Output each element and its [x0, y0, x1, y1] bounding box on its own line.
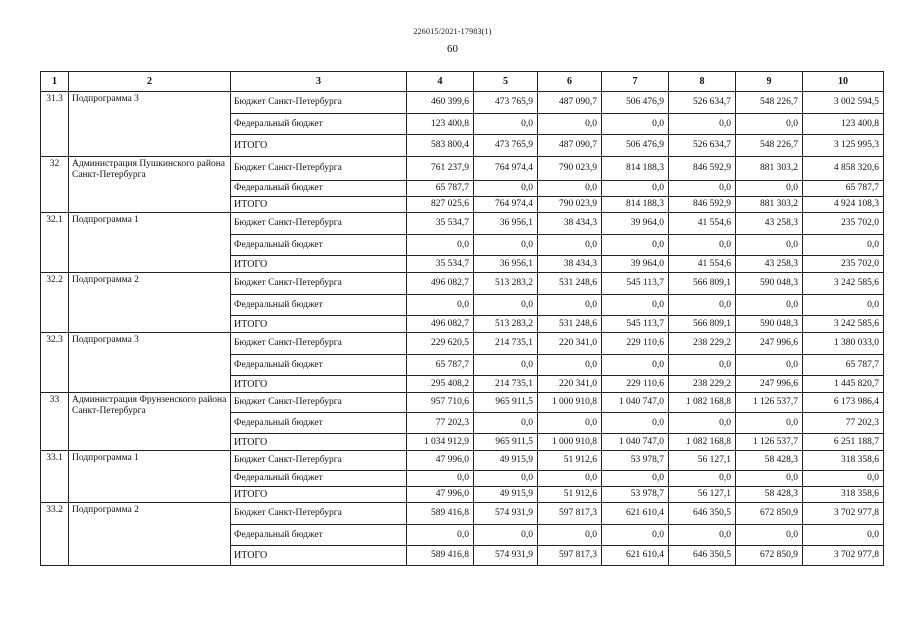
value-cell: 957 710,6	[407, 393, 474, 413]
value-cell: 761 237,9	[407, 157, 474, 181]
value-cell: 39 964,0	[602, 256, 669, 273]
value-cell: 0,0	[407, 295, 474, 316]
value-cell: 238 229,2	[669, 376, 736, 393]
row-name: Подпрограмма 2	[69, 503, 231, 566]
value-cell: 0,0	[474, 413, 538, 434]
value-cell: 1 445 820,7	[803, 376, 884, 393]
value-cell: 764 974,4	[474, 157, 538, 181]
value-cell: 0,0	[803, 235, 884, 256]
value-cell: 0,0	[602, 413, 669, 434]
value-cell: 566 809,1	[669, 316, 736, 333]
value-cell: 0,0	[602, 235, 669, 256]
value-cell: 531 248,6	[538, 316, 602, 333]
table-row	[41, 157, 884, 181]
value-cell: 58 428,3	[736, 487, 803, 503]
value-cell: 0,0	[602, 181, 669, 197]
value-cell: 4 858 320,6	[803, 157, 884, 181]
row-code: 32.3	[41, 333, 69, 393]
row-name: Подпрограмма 2	[69, 273, 231, 333]
value-cell: 965 911,5	[474, 434, 538, 451]
value-cell: 0,0	[803, 471, 884, 487]
value-cell: 487 090,7	[538, 92, 602, 114]
funding-source: Бюджет Санкт-Петербурга	[231, 393, 407, 413]
value-cell: 51 912,6	[538, 451, 602, 471]
value-cell: 473 765,9	[474, 92, 538, 114]
funding-source: Федеральный бюджет	[231, 114, 407, 135]
value-cell: 77 202,3	[803, 413, 884, 434]
budget-table	[40, 71, 884, 566]
funding-source: Бюджет Санкт-Петербурга	[231, 451, 407, 471]
value-cell: 53 978,7	[602, 451, 669, 471]
funding-source: Федеральный бюджет	[231, 181, 407, 197]
value-cell: 295 408,2	[407, 376, 474, 393]
value-cell: 0,0	[803, 295, 884, 316]
value-cell: 597 817,3	[538, 503, 602, 525]
row-name: Администрация Фрунзенского района Санкт-Петербурга	[69, 393, 231, 451]
value-cell: 646 350,5	[669, 503, 736, 525]
value-cell: 0,0	[602, 525, 669, 546]
row-code: 32.1	[41, 213, 69, 273]
value-cell: 672 850,9	[736, 546, 803, 566]
column-header: 9	[736, 72, 803, 92]
value-cell: 1 380 033,0	[803, 333, 884, 355]
value-cell: 41 554,6	[669, 256, 736, 273]
value-cell: 220 341,0	[538, 333, 602, 355]
column-header: 8	[669, 72, 736, 92]
value-cell: 1 126 537,7	[736, 393, 803, 413]
value-cell: 0,0	[669, 355, 736, 376]
value-cell: 545 113,7	[602, 273, 669, 295]
value-cell: 3 002 594,5	[803, 92, 884, 114]
value-cell: 496 082,7	[407, 273, 474, 295]
value-cell: 38 434,3	[538, 213, 602, 235]
value-cell: 1 126 537,7	[736, 434, 803, 451]
value-cell: 220 341,0	[538, 376, 602, 393]
value-cell: 0,0	[669, 181, 736, 197]
column-header: 10	[803, 72, 884, 92]
value-cell: 39 964,0	[602, 213, 669, 235]
value-cell: 827 025,6	[407, 197, 474, 213]
value-cell: 574 931,9	[474, 546, 538, 566]
value-cell: 1 000 910,8	[538, 393, 602, 413]
value-cell: 646 350,5	[669, 546, 736, 566]
value-cell: 229 110,6	[602, 333, 669, 355]
value-cell: 6 251 188,7	[803, 434, 884, 451]
document-id: 226015/2021-17983(1)	[413, 27, 492, 36]
value-cell: 1 040 747,0	[602, 393, 669, 413]
value-cell: 790 023,9	[538, 197, 602, 213]
value-cell: 548 226,7	[736, 92, 803, 114]
value-cell: 3 125 995,3	[803, 135, 884, 157]
value-cell: 77 202,3	[407, 413, 474, 434]
funding-source: Федеральный бюджет	[231, 235, 407, 256]
value-cell: 0,0	[736, 525, 803, 546]
value-cell: 1 082 168,8	[669, 393, 736, 413]
value-cell: 621 610,4	[602, 546, 669, 566]
funding-source: Бюджет Санкт-Петербурга	[231, 157, 407, 181]
value-cell: 566 809,1	[669, 273, 736, 295]
value-cell: 846 592,9	[669, 197, 736, 213]
row-code: 33.1	[41, 451, 69, 503]
value-cell: 3 702 977,8	[803, 546, 884, 566]
table-row	[41, 92, 884, 114]
value-cell: 56 127,1	[669, 451, 736, 471]
row-code: 33.2	[41, 503, 69, 566]
value-cell: 1 082 168,8	[669, 434, 736, 451]
funding-source: Федеральный бюджет	[231, 355, 407, 376]
value-cell: 0,0	[602, 471, 669, 487]
value-cell: 790 023,9	[538, 157, 602, 181]
value-cell: 0,0	[669, 413, 736, 434]
value-cell: 0,0	[538, 525, 602, 546]
value-cell: 0,0	[736, 235, 803, 256]
value-cell: 0,0	[538, 295, 602, 316]
funding-source: Бюджет Санкт-Петербурга	[231, 213, 407, 235]
value-cell: 35 534,7	[407, 256, 474, 273]
value-cell: 545 113,7	[602, 316, 669, 333]
value-cell: 0,0	[736, 413, 803, 434]
value-cell: 0,0	[538, 471, 602, 487]
column-header: 1	[41, 72, 69, 92]
value-cell: 496 082,7	[407, 316, 474, 333]
value-cell: 0,0	[538, 355, 602, 376]
value-cell: 526 634,7	[669, 135, 736, 157]
value-cell: 41 554,6	[669, 213, 736, 235]
value-cell: 0,0	[407, 235, 474, 256]
row-code: 32.2	[41, 273, 69, 333]
value-cell: 1 034 912,9	[407, 434, 474, 451]
value-cell: 583 800,4	[407, 135, 474, 157]
value-cell: 65 787,7	[803, 355, 884, 376]
value-cell: 4 924 108,3	[803, 197, 884, 213]
value-cell: 589 416,8	[407, 503, 474, 525]
table-row	[41, 333, 884, 355]
column-header: 3	[231, 72, 407, 92]
funding-source: ИТОГО	[231, 546, 407, 566]
value-cell: 531 248,6	[538, 273, 602, 295]
value-cell: 0,0	[538, 114, 602, 135]
column-header: 5	[474, 72, 538, 92]
row-code: 31.3	[41, 92, 69, 157]
value-cell: 965 911,5	[474, 393, 538, 413]
value-cell: 0,0	[538, 181, 602, 197]
value-cell: 36 956,1	[474, 213, 538, 235]
value-cell: 0,0	[474, 235, 538, 256]
value-cell: 51 912,6	[538, 487, 602, 503]
value-cell: 590 048,3	[736, 273, 803, 295]
value-cell: 53 978,7	[602, 487, 669, 503]
value-cell: 43 258,3	[736, 256, 803, 273]
value-cell: 235 702,0	[803, 213, 884, 235]
funding-source: Бюджет Санкт-Петербурга	[231, 333, 407, 355]
value-cell: 229 110,6	[602, 376, 669, 393]
value-cell: 0,0	[474, 471, 538, 487]
header-row	[41, 72, 884, 92]
value-cell: 65 787,7	[803, 181, 884, 197]
value-cell: 0,0	[474, 525, 538, 546]
value-cell: 589 416,8	[407, 546, 474, 566]
value-cell: 47 996,0	[407, 451, 474, 471]
funding-source: Бюджет Санкт-Петербурга	[231, 92, 407, 114]
value-cell: 881 303,2	[736, 197, 803, 213]
funding-source: Федеральный бюджет	[231, 295, 407, 316]
value-cell: 621 610,4	[602, 503, 669, 525]
value-cell: 49 915,9	[474, 451, 538, 471]
value-cell: 0,0	[736, 114, 803, 135]
value-cell: 0,0	[538, 413, 602, 434]
value-cell: 56 127,1	[669, 487, 736, 503]
page-number: 60	[447, 43, 458, 55]
row-name: Подпрограмма 3	[69, 333, 231, 393]
value-cell: 0,0	[474, 355, 538, 376]
column-header: 6	[538, 72, 602, 92]
table-row	[41, 393, 884, 413]
value-cell: 0,0	[602, 114, 669, 135]
row-name: Подпрограмма 1	[69, 213, 231, 273]
funding-source: ИТОГО	[231, 256, 407, 273]
value-cell: 36 956,1	[474, 256, 538, 273]
value-cell: 238 229,2	[669, 333, 736, 355]
funding-source: Федеральный бюджет	[231, 471, 407, 487]
funding-source: Федеральный бюджет	[231, 413, 407, 434]
value-cell: 487 090,7	[538, 135, 602, 157]
funding-source: Бюджет Санкт-Петербурга	[231, 503, 407, 525]
table-row	[41, 451, 884, 471]
value-cell: 0,0	[669, 295, 736, 316]
column-header: 4	[407, 72, 474, 92]
value-cell: 235 702,0	[803, 256, 884, 273]
value-cell: 672 850,9	[736, 503, 803, 525]
value-cell: 0,0	[407, 471, 474, 487]
value-cell: 0,0	[474, 181, 538, 197]
value-cell: 1 000 910,8	[538, 434, 602, 451]
value-cell: 846 592,9	[669, 157, 736, 181]
value-cell: 0,0	[736, 295, 803, 316]
value-cell: 0,0	[602, 355, 669, 376]
funding-source: ИТОГО	[231, 376, 407, 393]
column-header: 7	[602, 72, 669, 92]
funding-source: Федеральный бюджет	[231, 525, 407, 546]
value-cell: 473 765,9	[474, 135, 538, 157]
value-cell: 0,0	[669, 471, 736, 487]
funding-source: ИТОГО	[231, 434, 407, 451]
funding-source: ИТОГО	[231, 487, 407, 503]
value-cell: 814 188,3	[602, 157, 669, 181]
value-cell: 0,0	[803, 525, 884, 546]
value-cell: 49 915,9	[474, 487, 538, 503]
value-cell: 574 931,9	[474, 503, 538, 525]
value-cell: 548 226,7	[736, 135, 803, 157]
value-cell: 247 996,6	[736, 376, 803, 393]
value-cell: 0,0	[407, 525, 474, 546]
value-cell: 597 817,3	[538, 546, 602, 566]
value-cell: 35 534,7	[407, 213, 474, 235]
value-cell: 123 400,8	[803, 114, 884, 135]
value-cell: 0,0	[669, 525, 736, 546]
value-cell: 318 358,6	[803, 451, 884, 471]
value-cell: 881 303,2	[736, 157, 803, 181]
value-cell: 318 358,6	[803, 487, 884, 503]
value-cell: 38 434,3	[538, 256, 602, 273]
value-cell: 0,0	[474, 295, 538, 316]
value-cell: 3 702 977,8	[803, 503, 884, 525]
value-cell: 0,0	[669, 235, 736, 256]
row-name: Подпрограмма 3	[69, 92, 231, 157]
value-cell: 123 400,8	[407, 114, 474, 135]
funding-source: ИТОГО	[231, 197, 407, 213]
funding-source: Бюджет Санкт-Петербурга	[231, 273, 407, 295]
row-name: Подпрограмма 1	[69, 451, 231, 503]
value-cell: 229 620,5	[407, 333, 474, 355]
value-cell: 43 258,3	[736, 213, 803, 235]
value-cell: 0,0	[736, 471, 803, 487]
value-cell: 513 283,2	[474, 316, 538, 333]
value-cell: 590 048,3	[736, 316, 803, 333]
table-row	[41, 273, 884, 295]
column-header: 2	[69, 72, 231, 92]
value-cell: 6 173 986,4	[803, 393, 884, 413]
value-cell: 506 476,9	[602, 135, 669, 157]
value-cell: 3 242 585,6	[803, 316, 884, 333]
value-cell: 0,0	[602, 295, 669, 316]
value-cell: 1 040 747,0	[602, 434, 669, 451]
value-cell: 65 787,7	[407, 355, 474, 376]
row-code: 32	[41, 157, 69, 213]
row-code: 33	[41, 393, 69, 451]
value-cell: 0,0	[736, 181, 803, 197]
value-cell: 214 735,1	[474, 376, 538, 393]
value-cell: 58 428,3	[736, 451, 803, 471]
value-cell: 47 996,0	[407, 487, 474, 503]
value-cell: 0,0	[736, 355, 803, 376]
value-cell: 0,0	[474, 114, 538, 135]
funding-source: ИТОГО	[231, 316, 407, 333]
value-cell: 65 787,7	[407, 181, 474, 197]
value-cell: 526 634,7	[669, 92, 736, 114]
funding-source: ИТОГО	[231, 135, 407, 157]
value-cell: 0,0	[669, 114, 736, 135]
value-cell: 814 188,3	[602, 197, 669, 213]
value-cell: 0,0	[538, 235, 602, 256]
value-cell: 460 399,6	[407, 92, 474, 114]
value-cell: 506 476,9	[602, 92, 669, 114]
value-cell: 764 974,4	[474, 197, 538, 213]
value-cell: 513 283,2	[474, 273, 538, 295]
table-row	[41, 503, 884, 525]
value-cell: 3 242 585,6	[803, 273, 884, 295]
value-cell: 214 735,1	[474, 333, 538, 355]
row-name: Администрация Пушкинского района Санкт-Петербурга	[69, 157, 231, 213]
value-cell: 247 996,6	[736, 333, 803, 355]
table-row	[41, 213, 884, 235]
